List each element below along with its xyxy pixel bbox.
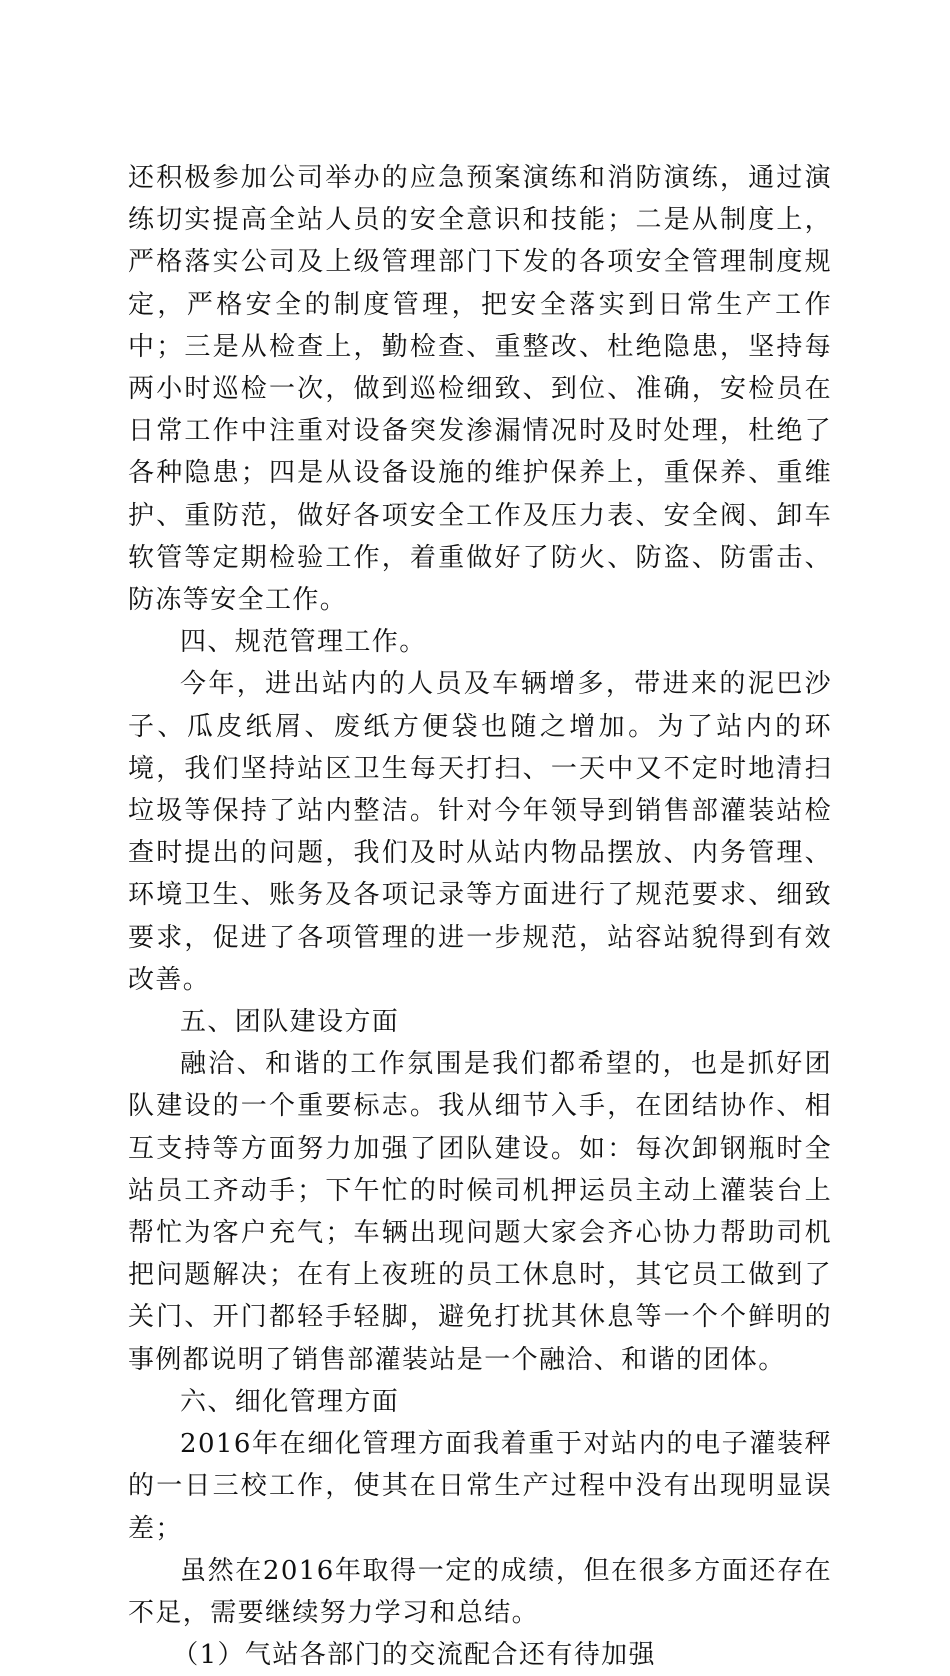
section-heading-team-building: 五、团队建设方面	[180, 1007, 400, 1038]
paragraph-safety-measures: 还积极参加公司举办的应急预案演练和消防演练，通过演练切实提高全站人员的安全意识和技能；二是从制度上，严格落实公司及上级管理部门下发的各项安全管理制度规定，严格安全的制度管理，把安全落实到日常生产工作中；三是从检查上，勤检查、重整改、杜绝隐患，坚持每两小时巡检一次，做到巡检细致、到位、准确，安检员在日常工作中注重对设备突发渗漏情况时及时处理，杜绝了各种隐患；四是从设备设施的维护保养上，重保养、重维护、重防范，做好各项安全工作及压力表、安全阀、卸车软管等定期检验工作，着重做好了防火、防盗、防雷击、防冻等安全工作。	[128, 163, 832, 616]
list-item-shortcoming-1: （1）气站各部门的交流配合还有待加强	[172, 1640, 656, 1671]
paragraph-standardized-management: 今年，进出站内的人员及车辆增多，带进来的泥巴沙子、瓜皮纸屑、废纸方便袋也随之增加。为了站内的环境，我们坚持站区卫生每天打扫、一天中又不定时地清扫垃圾等保持了站内整洁。针对今年领导到销售部灌装站检查时提出的问题，我们及时从站内物品摆放、内务管理、环境卫生、账务及各项记录等方面进行了规范要求、细致要求，促进了各项管理的进一步规范，站容站貌得到有效改善。	[128, 669, 832, 995]
section-heading-refined-management: 六、细化管理方面	[180, 1386, 400, 1417]
section-heading-standardized-management: 四、规范管理工作。	[180, 627, 427, 658]
paragraph-team-building: 融洽、和谐的工作氛围是我们都希望的，也是抓好团队建设的一个重要标志。我从细节入手，在团结协作、相互支持等方面努力加强了团队建设。如：每次卸钢瓶时全站员工齐动手；下午忙的时候司机押运员主动上灌装台上帮忙为客户充气；车辆出现问题大家会齐心协力帮助司机把问题解决；在有上夜班的员工休息时，其它员工做到了关门、开门都轻手轻脚，避免打扰其休息等一个个鲜明的事例都说明了销售部灌装站是一个融洽、和谐的团体。	[128, 1049, 832, 1375]
paragraph-shortcomings: 虽然在2016年取得一定的成绩，但在很多方面还存在不足，需要继续努力学习和总结。	[128, 1555, 832, 1628]
paragraph-refined-management: 2016年在细化管理方面我着重于对站内的电子灌装秤的一日三校工作，使其在日常生产过程中没有出现明显误差；	[128, 1429, 832, 1544]
document-page	[128, 157, 832, 1676]
